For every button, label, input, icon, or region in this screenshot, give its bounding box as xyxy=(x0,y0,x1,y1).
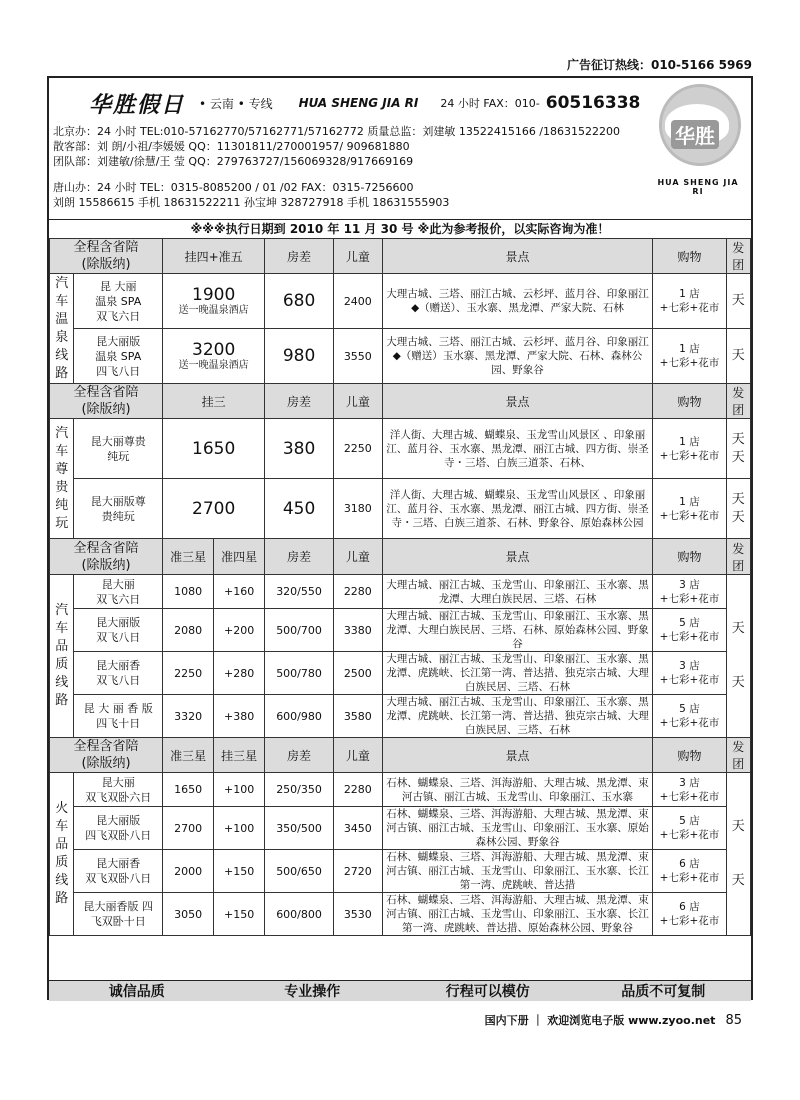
column-header: 儿童 xyxy=(333,239,382,274)
brand-name: 华胜假日 xyxy=(89,91,186,118)
child-price: 3380 xyxy=(333,609,382,652)
child-price: 2500 xyxy=(333,652,382,695)
price-base: 2000 xyxy=(163,850,214,893)
child-price: 3530 xyxy=(333,893,382,936)
shopping: 6 店 +七彩+花市 xyxy=(653,850,726,893)
price-upgrade: +100 xyxy=(214,807,265,850)
route-name: 昆大丽版 双飞八日 xyxy=(74,609,163,652)
child-price: 3180 xyxy=(333,479,382,539)
ad-hotline: 广告征订热线：010-5166 5969 xyxy=(566,58,752,72)
price-upgrade: +380 xyxy=(214,695,265,738)
attractions: 大理古城、丽江古城、玉龙雪山、印象丽江、玉水寨、黑龙潭、虎跳峡、长江第一湾、普达措、独克宗古城、大理白族民居、三塔、石林 xyxy=(382,652,653,695)
logo-subtitle: HUA SHENG JIA RI xyxy=(657,178,739,196)
price-upgrade: +200 xyxy=(214,609,265,652)
column-header: 发团 xyxy=(726,384,750,419)
page-footer xyxy=(485,1012,742,1028)
section-header-row xyxy=(50,738,751,773)
column-header: 房差 xyxy=(265,239,334,274)
price-base: 2700 xyxy=(163,807,214,850)
room-difference: 450 xyxy=(265,479,334,539)
route-name: 昆 大丽 温泉 SPA 双飞六日 xyxy=(74,274,163,329)
contact-line: 刘朗 15586615 手机 18631522211 孙宝坤 328727918 手机 18631555903 xyxy=(53,196,450,209)
column-header: 准三星 xyxy=(163,738,214,773)
section-title: 全程含省陪 (除版纳) xyxy=(50,738,163,773)
route-name: 昆大丽尊贵 纯玩 xyxy=(74,419,163,479)
shopping: 5 店 +七彩+花市 xyxy=(653,609,726,652)
shopping: 3 店 +七彩+花市 xyxy=(653,575,726,609)
room-difference: 500/780 xyxy=(265,652,334,695)
column-header: 购物 xyxy=(653,539,726,575)
column-header: 景点 xyxy=(382,239,653,274)
price-cell xyxy=(163,419,265,479)
section-title: 全程含省陪 (除版纳) xyxy=(50,539,163,575)
room-difference: 380 xyxy=(265,419,334,479)
attractions: 大理古城、三塔、丽江古城、云杉坪、蓝月谷、印象丽江◆（赠送）玉水寨、黑龙潭、严家大院、石林、森林公园、野象谷 xyxy=(382,329,653,384)
brand-pinyin: HUA SHENG JIA RI xyxy=(298,96,419,110)
slogan: 品质不可复制 xyxy=(621,984,706,1000)
column-header: 景点 xyxy=(382,738,653,773)
attractions: 石林、蝴蝶泉、三塔、洱海游船、大理古城、黑龙潭、束河古镇、丽江古城、玉龙雪山、印象丽江、玉水寨、长江第一湾、虎跳峡、普达措、原始森林公园、野象谷 xyxy=(382,893,653,936)
tour-row xyxy=(50,274,751,329)
tour-row xyxy=(50,609,751,652)
route-name: 昆 大 丽 香 版 四飞十日 xyxy=(74,695,163,738)
shopping: 1 店 +七彩+花市 xyxy=(653,479,726,539)
price-note: 送一晚温泉酒店 xyxy=(178,360,249,371)
room-difference: 500/700 xyxy=(265,609,334,652)
validity-notice: ※※※执行日期到 2010 年 11 月 30 号 ※此为参考报价，以实际咨询为准！ xyxy=(49,219,751,239)
tour-row xyxy=(50,773,751,807)
agency-header xyxy=(49,78,751,218)
shopping: 5 店 +七彩+花市 xyxy=(653,807,726,850)
departure: 天 天 xyxy=(726,419,750,479)
price-upgrade: +160 xyxy=(214,575,265,609)
room-difference: 500/650 xyxy=(265,850,334,893)
slogan: 诚信品质 xyxy=(108,984,165,1000)
slogan: 专业操作 xyxy=(284,984,341,1000)
route-name: 昆大丽版 温泉 SPA 四飞八日 xyxy=(74,329,163,384)
child-price: 2280 xyxy=(333,773,382,807)
column-header: 儿童 xyxy=(333,738,382,773)
shopping: 3 店 +七彩+花市 xyxy=(653,652,726,695)
attractions: 大理古城、丽江古城、玉龙雪山、印象丽江、玉水寨、黑龙潭、大理白族民居、三塔、石林、原始森林公园、野象谷 xyxy=(382,609,653,652)
column-header: 儿童 xyxy=(333,539,382,575)
column-header: 准三星 xyxy=(163,539,214,575)
tour-row xyxy=(50,850,751,893)
section-title: 全程含省陪 (除版纳) xyxy=(50,384,163,419)
column-header: 景点 xyxy=(382,384,653,419)
section-header-row xyxy=(50,239,751,274)
column-header: 房差 xyxy=(265,384,334,419)
tour-row xyxy=(50,807,751,850)
price-table xyxy=(49,238,751,936)
column-header: 购物 xyxy=(653,384,726,419)
column-header: 儿童 xyxy=(333,384,382,419)
column-header: 发团 xyxy=(726,738,750,773)
tour-row xyxy=(50,329,751,384)
price-note: 送一晚温泉酒店 xyxy=(178,305,249,316)
column-header: 房差 xyxy=(265,738,334,773)
tour-row xyxy=(50,419,751,479)
company-logo xyxy=(653,82,743,210)
column-header: 准四星 xyxy=(214,539,265,575)
shopping: 5 店 +七彩+花市 xyxy=(653,695,726,738)
child-price: 2280 xyxy=(333,575,382,609)
route-name: 昆大丽版 四飞双卧八日 xyxy=(74,807,163,850)
column-header: 挂四+准五 xyxy=(163,239,265,274)
attractions: 洋人街、大理古城、蝴蝶泉、玉龙雪山风景区 、印象丽江、蓝月谷、玉水寨、黑龙潭、丽江古城、四方街、崇圣寺・三塔、白族三道茶、石林、 xyxy=(382,419,653,479)
column-header: 发团 xyxy=(726,539,750,575)
tour-row xyxy=(50,652,751,695)
price-base: 3320 xyxy=(163,695,214,738)
room-difference: 980 xyxy=(265,329,334,384)
shopping: 1 店 +七彩+花市 xyxy=(653,419,726,479)
attractions: 石林、蝴蝶泉、三塔、洱海游船、大理古城、黑龙潭、束河古镇、丽江古城、玉龙雪山、印象丽江、玉水寨 xyxy=(382,773,653,807)
departure: 天 天 xyxy=(726,773,750,936)
child-price: 3580 xyxy=(333,695,382,738)
price: 1900 xyxy=(192,285,236,305)
contact-line: 散客部：刘 朗/小祖/李媛媛 QQ：11301811/270001957/ 909681880 xyxy=(53,140,410,153)
room-difference: 350/500 xyxy=(265,807,334,850)
attractions: 大理古城、丽江古城、玉龙雪山、印象丽江、玉水寨、黑龙潭、大理白族民居、三塔、石林 xyxy=(382,575,653,609)
route-name: 昆大丽 双飞双卧六日 xyxy=(74,773,163,807)
child-price: 2720 xyxy=(333,850,382,893)
shopping: 6 店 +七彩+花市 xyxy=(653,893,726,936)
price-upgrade: +150 xyxy=(214,850,265,893)
column-header: 挂三星 xyxy=(214,738,265,773)
logo-mark: 华胜 xyxy=(671,120,719,149)
room-difference: 680 xyxy=(265,274,334,329)
attractions: 大理古城、丽江古城、玉龙雪山、印象丽江、玉水寨、黑龙潭、虎跳峡、长江第一湾、普达措、独克宗古城、大理白族民居、三塔、石林 xyxy=(382,695,653,738)
column-header: 购物 xyxy=(653,239,726,274)
attractions: 洋人街、大理古城、蝴蝶泉、玉龙雪山风景区 、印象丽江、蓝月谷、玉水寨、黑龙潭、丽江古城、四方街、崇圣寺・三塔、白族三道茶、石林、野象谷、原始森林公园 xyxy=(382,479,653,539)
brand-tagline: • 云南 • 专线 xyxy=(199,96,273,111)
price-base: 1650 xyxy=(163,773,214,807)
section-header-row xyxy=(50,384,751,419)
room-difference: 320/550 xyxy=(265,575,334,609)
footer-text: 国内下册 ｜ 欢迎浏览电子版 www.zyoo.net xyxy=(484,1014,716,1027)
slogan: 行程可以模仿 xyxy=(445,984,530,1000)
contact-line: 北京办：24 小时 TEL:010-57162770/57162771/57162772 质量总监：刘建敏 13522415166 /18631522200 xyxy=(53,125,620,138)
tour-row xyxy=(50,479,751,539)
route-name: 昆大丽香 双飞双卧八日 xyxy=(74,850,163,893)
departure: 天 天 xyxy=(726,575,750,738)
contact-line: 唐山办：24 小时 TEL：0315-8085200 / 01 /02 FAX：0315-7256600 xyxy=(53,181,414,194)
fax-number: 60516338 xyxy=(545,93,641,113)
slogan-band xyxy=(49,980,751,1001)
price-base: 1080 xyxy=(163,575,214,609)
room-difference: 600/980 xyxy=(265,695,334,738)
departure: 天 天 xyxy=(726,479,750,539)
column-header: 购物 xyxy=(653,738,726,773)
price: 1650 xyxy=(192,438,236,459)
price-base: 2080 xyxy=(163,609,214,652)
route-category: 汽车尊贵纯玩 xyxy=(50,419,74,539)
child-price: 2250 xyxy=(333,419,382,479)
price-cell xyxy=(163,274,265,329)
page-number: 85 xyxy=(725,1013,742,1028)
shopping: 1 店 +七彩+花市 xyxy=(653,274,726,329)
child-price: 2400 xyxy=(333,274,382,329)
route-category: 汽车温泉线路 xyxy=(50,274,74,384)
section-header-row xyxy=(50,539,751,575)
column-header: 景点 xyxy=(382,539,653,575)
departure: 天 xyxy=(726,329,750,384)
room-difference: 600/800 xyxy=(265,893,334,936)
route-name: 昆大丽 双飞六日 xyxy=(74,575,163,609)
child-price: 3450 xyxy=(333,807,382,850)
attractions: 石林、蝴蝶泉、三塔、洱海游船、大理古城、黑龙潭、束河古镇、丽江古城、玉龙雪山、印象丽江、玉水寨、原始森林公园、野象谷 xyxy=(382,807,653,850)
tour-row xyxy=(50,893,751,936)
price: 2700 xyxy=(192,498,236,519)
tour-row xyxy=(50,575,751,609)
ad-frame xyxy=(47,76,753,1000)
attractions: 大理古城、三塔、丽江古城、云杉坪、蓝月谷、印象丽江◆（赠送）、玉水寨、黑龙潭、严家大院、石林 xyxy=(382,274,653,329)
route-name: 昆大丽香版 四 飞双卧十日 xyxy=(74,893,163,936)
column-header: 房差 xyxy=(265,539,334,575)
contact-line: 团队部：刘建敏/徐慧/王 莹 QQ：279763727/156069328/917669169 xyxy=(53,155,414,168)
shopping: 3 店 +七彩+花市 xyxy=(653,773,726,807)
price-cell xyxy=(163,329,265,384)
shopping: 1 店 +七彩+花市 xyxy=(653,329,726,384)
price-base: 3050 xyxy=(163,893,214,936)
price-upgrade: +280 xyxy=(214,652,265,695)
brand-row xyxy=(53,88,673,118)
price-cell xyxy=(163,479,265,539)
column-header: 发团 xyxy=(726,239,750,274)
route-category: 火车品质线路 xyxy=(50,773,74,936)
tour-row xyxy=(50,695,751,738)
price-upgrade: +150 xyxy=(214,893,265,936)
route-name: 昆大丽香 双飞八日 xyxy=(74,652,163,695)
route-category: 汽车品质线路 xyxy=(50,575,74,738)
column-header: 挂三 xyxy=(163,384,265,419)
price-upgrade: +100 xyxy=(214,773,265,807)
room-difference: 250/350 xyxy=(265,773,334,807)
route-name: 昆大丽版尊 贵纯玩 xyxy=(74,479,163,539)
attractions: 石林、蝴蝶泉、三塔、洱海游船、大理古城、黑龙潭、束河古镇、丽江古城、玉龙雪山、印象丽江、玉水寨、长江第一湾、虎跳峡、普达措 xyxy=(382,850,653,893)
fax-label: 24 小时 FAX：010- xyxy=(440,97,540,110)
section-title: 全程含省陪 (除版纳) xyxy=(50,239,163,274)
child-price: 3550 xyxy=(333,329,382,384)
price-base: 2250 xyxy=(163,652,214,695)
price: 3200 xyxy=(192,340,236,360)
departure: 天 xyxy=(726,274,750,329)
